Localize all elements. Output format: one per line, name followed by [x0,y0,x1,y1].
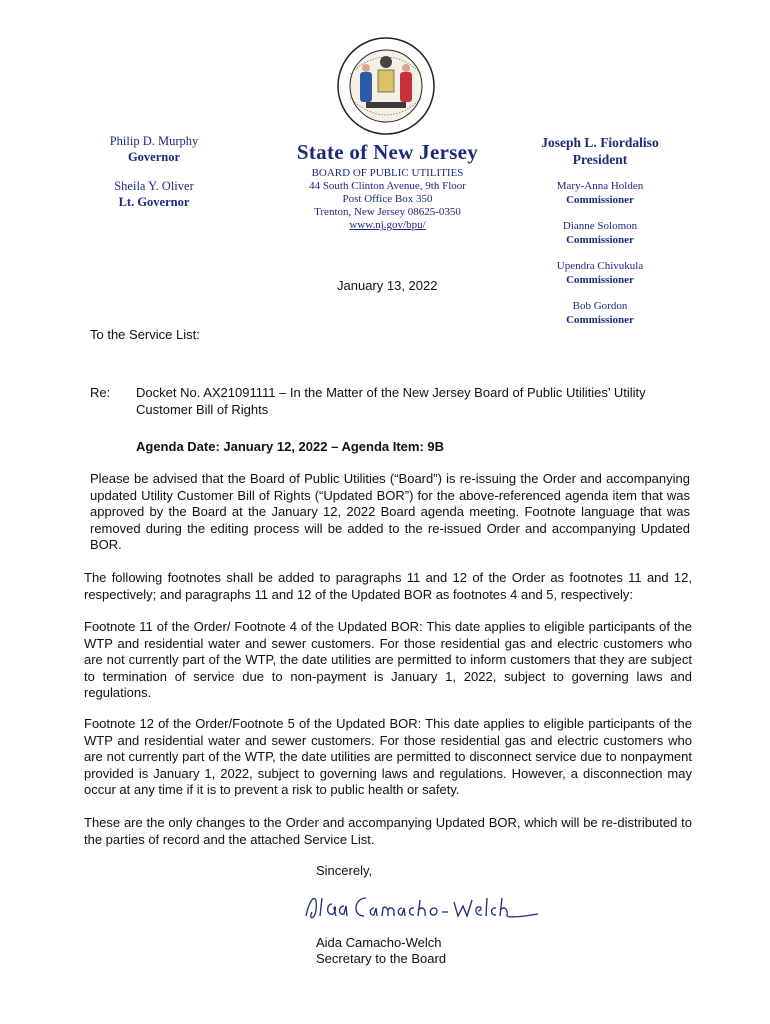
body-paragraph: Please be advised that the Board of Public Utilities (“Board”) is re-issuing the Order and accompanying updated Utility Customer Bill of Rights (“Updated BOR”) for the above-referenced agenda item that was approved by the Board at the January 12, 2022 Board agenda meeting. Footnote language that was removed during the editing process will be added to the re-issued Order and accompanying Updated BOR. [90,471,690,552]
re-label: Re: [90,385,111,400]
body-paragraph: These are the only changes to the Order and accompanying Updated BOR, which will be re-distributed to the parties of record and the attached Service List. [84,815,692,847]
commissioner-name: Upendra Chivukula [556,260,644,272]
board-name: BOARD OF PUBLIC UTILITIES [311,167,464,179]
closing: Sincerely, [316,863,373,878]
commissioner-title: Commissioner [566,234,634,246]
commissioner-name: Mary-Anna Holden [556,180,644,192]
signature-icon [296,886,546,928]
president-title: President [572,152,628,167]
agenda-line: Agenda Date: January 12, 2022 – Agenda Item: 9B [136,439,445,454]
commissioner-name: Dianne Solomon [562,220,638,232]
governor-title: Governor [127,150,181,164]
commissioner-title: Commissioner [566,314,634,326]
body-paragraph: The following footnotes shall be added to paragraphs 11 and 12 of the Order as footnotes 11 and 12, respectively; and paragraphs 11 and 12 of the Updated BOR as footnotes 4 and 5, respectively: [84,570,692,602]
signer-name: Aida Camacho-Welch [316,935,442,950]
letter-date: January 13, 2022 [337,278,438,293]
governor-name: Philip D. Murphy [109,134,199,148]
body-paragraph: Footnote 11 of the Order/ Footnote 4 of the Updated BOR: This date applies to eligible participants of the WTP and residential water and sewer customers. For those residential gas and electric customers who are not currently part of the WTP, the date utilities are permitted to inform customers that they are subject to termination of service due to non-payment is January 1, 2022, subject to governing laws and regulations. [84,619,692,700]
website-link[interactable]: www.nj.gov/bpu/ [349,219,426,231]
commissioner-title: Commissioner [566,194,634,206]
salutation: To the Service List: [90,327,200,342]
address-line-2: Post Office Box 350 [342,193,433,205]
state-title: State of New Jersey [296,140,479,164]
re-subject: Docket No. AX21091111 – In the Matter of the New Jersey Board of Public Utilities’ Utility Customer Bill of Rights [136,385,646,417]
address-line-3: Trenton, New Jersey 08625-0350 [314,206,461,218]
president-name: Joseph L. Fiordaliso [541,135,659,150]
commissioner-name: Bob Gordon [572,300,628,312]
body-paragraph: Footnote 12 of the Order/Footnote 5 of the Updated BOR: This date applies to eligible participants of the WTP and residential water and sewer customers. For those residential gas and electric customers who are not currently part of the WTP, the date utilities are permitted to disconnect service due to nonpayment provided is January 1, 2022, subject to governing laws and regulations. However, a disconnection may occur at any time if it is to prevent a risk to public health or safety. [84,716,692,797]
lt-governor-name: Sheila Y. Oliver [114,179,194,193]
signer-title: Secretary to the Board [316,951,447,966]
commissioner-title: Commissioner [566,274,634,286]
lt-governor-title: Lt. Governor [118,195,190,209]
state-seal-icon [336,36,436,136]
address-line-1: 44 South Clinton Avenue, 9th Floor [309,180,466,192]
